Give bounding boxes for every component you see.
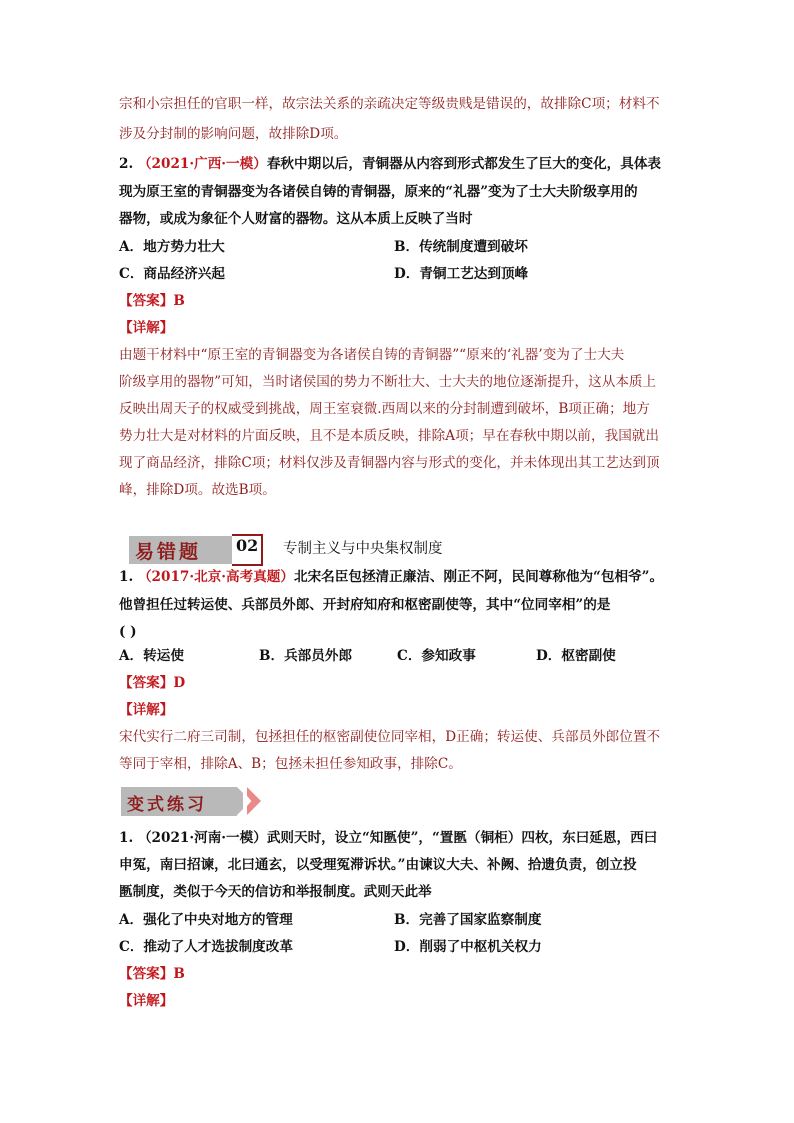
answer-label: 【答案】B	[119, 293, 185, 309]
question-stem-text: 春秋中期以后，青铜器从内容到形式都发生了巨大的变化，具体表	[266, 156, 662, 172]
banner-number: 02	[236, 536, 259, 555]
question-4-options-row-1	[119, 911, 542, 929]
detail-line: 宋代实行二府三司制，包拯担任的枢密副使位同宰相，D正确；转运使、兵部员外郎位置不	[119, 729, 661, 745]
intro-line-2: 涉及分封制的影响问题，故排除D项。	[119, 126, 348, 142]
question-4-options-row-2	[119, 938, 542, 956]
option-b: B．兵部员外郎	[259, 648, 353, 664]
detail-label: 【详解】	[119, 702, 174, 718]
detail-label: 【详解】	[119, 320, 174, 336]
option-a: A．强化了中央对地方的管理	[119, 912, 293, 928]
detail-label: 【详解】	[119, 993, 174, 1009]
option-c: C．参知政事	[397, 648, 476, 664]
question-stem-text: 北宋名臣包拯清正廉洁、刚正不阿，民间尊称他为“包相爷”。	[294, 569, 664, 585]
question-source: （2021·广西·一模）	[137, 156, 267, 172]
answer-label: 【答案】B	[119, 966, 185, 982]
question-source: （2017·北京·高考真题）	[137, 569, 294, 585]
detail-line: 阶级享用的器物”可知，当时诸侯国的势力不断壮大、士大夫的地位逐渐提升，这从本质上	[119, 374, 657, 390]
chevron-gap	[243, 791, 251, 811]
question-4-stem-line-1	[119, 829, 657, 847]
question-4-stem-line-3: 匦制度，类似于今天的信访和举报制度。武则天此举	[119, 884, 432, 900]
answer-label: 【答案】D	[119, 675, 186, 691]
detail-line: 等同于宰相，排除A、B；包拯未担任参知政事，排除C。	[119, 756, 462, 772]
question-number: 1.	[119, 830, 134, 846]
detail-line: 峰，排除D项。故选B项。	[119, 482, 276, 498]
section-title: 专制主义与中央集权制度	[283, 541, 443, 557]
detail-line: 反映出周天子的权威受到挑战，周王室衰微.西周以来的分封制遭到破坏，B项正确；地方	[119, 401, 650, 417]
option-a: A．转运使	[119, 648, 184, 664]
option-d: D．枢密副使	[536, 648, 616, 664]
detail-line: 由题干材料中“原王室的青铜器变为各诸侯自铸的青铜器”“原来的‘礼器’变为了士大夫	[119, 347, 625, 363]
question-3-stem-line-1	[119, 568, 663, 586]
question-source: （2021·河南·一模）	[137, 830, 267, 846]
question-2-options-row-1	[119, 238, 528, 256]
option-c: C．推动了人才选拔制度改革	[119, 939, 293, 955]
section-banner-variant-practice	[121, 787, 271, 817]
intro-line-1: 宗和小宗担任的官职一样，故宗法关系的亲疏决定等级贵贱是错误的，故排除C项；材料不	[119, 96, 660, 112]
question-3-options-row	[119, 647, 616, 665]
option-a: A．地方势力壮大	[119, 239, 225, 255]
option-d: D．青铜工艺达到顶峰	[394, 266, 529, 282]
section-banner-error-prone	[129, 534, 261, 566]
question-2-stem-line-3: 器物，或成为象征个人财富的器物。这从本质上反映了当时	[119, 211, 473, 227]
detail-line: 势力壮大是对材料的片面反映，且不是本质反映，排除A项；早在春秋中期以前，我国就出	[119, 428, 659, 444]
detail-line: 现了商品经济，排除C项；材料仅涉及青铜器内容与形式的变化，并未体现出其工艺达到顶	[119, 455, 660, 471]
option-d: D．削弱了中枢机关权力	[394, 939, 542, 955]
option-b: B．完善了国家监察制度	[394, 912, 542, 928]
question-number: 1.	[119, 569, 134, 585]
question-3-paren: ( )	[119, 624, 137, 640]
option-c: C．商品经济兴起	[119, 266, 225, 282]
question-2-stem-line-2: 现为原王室的青铜器变为各诸侯自铸的青铜器，原来的“礼器”变为了士大夫阶级享用的	[119, 184, 638, 200]
option-b: B．传统制度遭到破坏	[394, 239, 528, 255]
question-2-stem-line-1	[119, 155, 661, 173]
banner-label: 变式练习	[127, 795, 207, 815]
banner-label: 易错题	[135, 541, 202, 563]
question-stem-text: 武则天时，设立“知匦使”，“置匦（铜柜）四枚，东曰延恩，西曰	[266, 830, 658, 846]
question-3-stem-line-2: 他曾担任过转运使、兵部员外郎、开封府知府和枢密副使等，其中“位同宰相”的是	[119, 597, 611, 613]
question-2-options-row-2	[119, 265, 529, 283]
question-4-stem-line-2: 申冤，南曰招谏，北曰通玄，以受理冤滞诉状。”由谏议大夫、补阙、拾遗负责，创立投	[119, 857, 637, 873]
question-number: 2.	[119, 156, 134, 172]
